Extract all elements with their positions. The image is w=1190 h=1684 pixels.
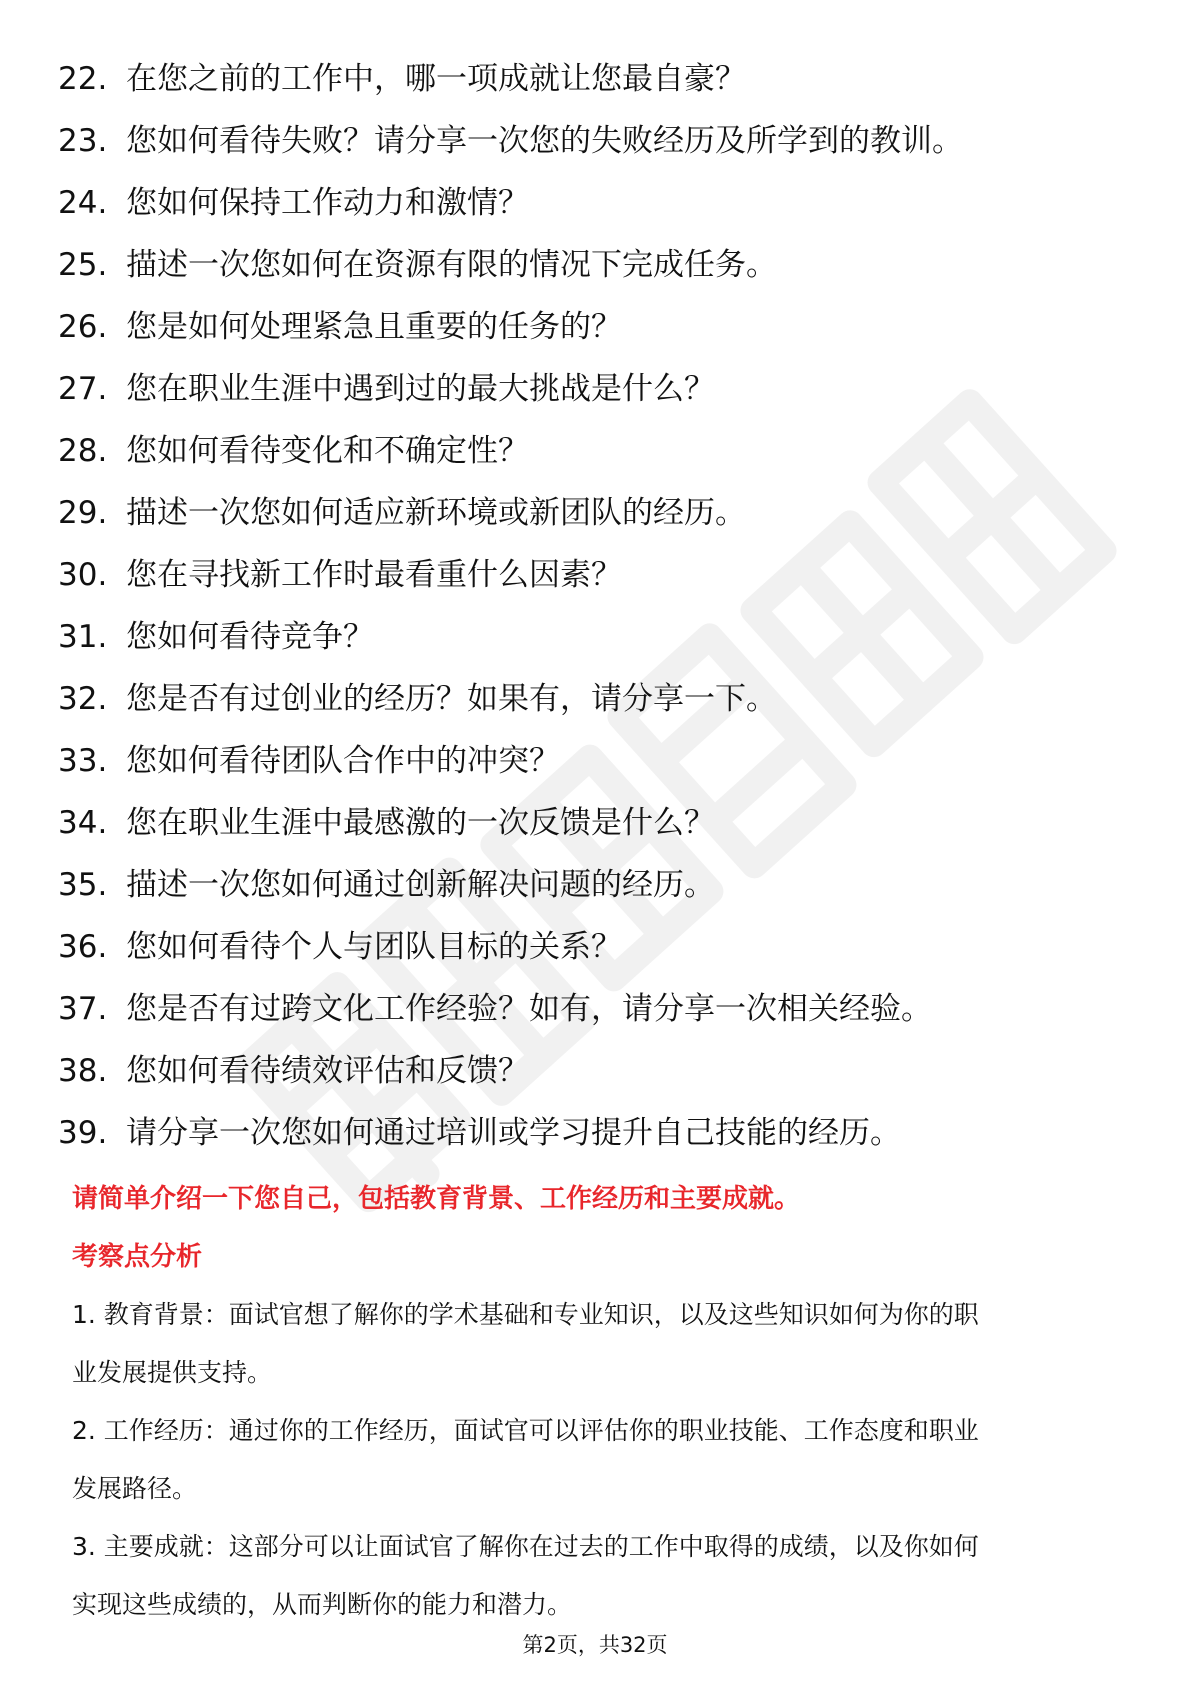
question-number: 32.	[58, 681, 108, 717]
question-item	[58, 1102, 1138, 1164]
question-text: 您在职业生涯中遇到过的最大挑战是什么？	[126, 371, 715, 407]
question-number: 24.	[58, 185, 108, 221]
question-number: 39.	[58, 1115, 108, 1151]
question-number: 30.	[58, 557, 108, 593]
question-text: 描述一次您如何通过创新解决问题的经历。	[126, 867, 715, 903]
question-number: 28.	[58, 433, 108, 469]
question-item	[58, 296, 1138, 358]
question-text: 请分享一次您如何通过培训或学习提升自己技能的经历。	[126, 1115, 901, 1151]
question-number: 33.	[58, 743, 108, 779]
analysis-point-experience	[72, 1402, 1132, 1518]
question-number: 34.	[58, 805, 108, 841]
question-item	[58, 1040, 1138, 1102]
question-text: 在您之前的工作中，哪一项成就让您最自豪？	[126, 61, 746, 97]
question-text: 您如何看待失败？请分享一次您的失败经历及所学到的教训。	[126, 123, 963, 159]
analysis-point-line: 3. 主要成就：这部分可以让面试官了解你在过去的工作中取得的成绩，以及你如何	[72, 1532, 979, 1561]
analysis-title: 考察点分析	[72, 1242, 203, 1272]
question-number: 35.	[58, 867, 108, 903]
analysis-point-line: 2. 工作经历：通过你的工作经历，面试官可以评估你的职业技能、工作态度和职业	[72, 1416, 979, 1445]
question-item	[58, 668, 1138, 730]
question-item	[58, 172, 1138, 234]
question-text: 您如何看待变化和不确定性？	[126, 433, 529, 469]
analysis-point-line: 业发展提供支持。	[72, 1358, 273, 1387]
question-item	[58, 482, 1138, 544]
question-item	[58, 854, 1138, 916]
analysis-point-line: 1. 教育背景：面试官想了解你的学术基础和专业知识，以及这些知识如何为你的职	[72, 1300, 979, 1329]
question-text: 您在职业生涯中最感激的一次反馈是什么？	[126, 805, 715, 841]
question-number: 31.	[58, 619, 108, 655]
question-item	[58, 792, 1138, 854]
question-item	[58, 110, 1138, 172]
question-text: 描述一次您如何在资源有限的情况下完成任务。	[126, 247, 777, 283]
question-text: 您如何保持工作动力和激情？	[126, 185, 529, 221]
question-item	[58, 606, 1138, 668]
question-item	[58, 234, 1138, 296]
page-number: 第2页，共32页	[522, 1633, 668, 1657]
analysis-point-line: 发展路径。	[72, 1474, 198, 1503]
question-text: 您是否有过跨文化工作经验？如有，请分享一次相关经验。	[126, 991, 932, 1027]
question-number: 36.	[58, 929, 108, 965]
question-number: 23.	[58, 123, 108, 159]
analysis-point-education	[72, 1286, 1132, 1402]
question-text: 您如何看待团队合作中的冲突？	[126, 743, 560, 779]
question-number: 37.	[58, 991, 108, 1027]
answer-section	[72, 1170, 1132, 1634]
question-item	[58, 358, 1138, 420]
question-number: 22.	[58, 61, 108, 97]
question-number: 29.	[58, 495, 108, 531]
analysis-point-line: 实现这些成绩的，从而判断你的能力和潜力。	[72, 1590, 573, 1619]
question-item	[58, 48, 1138, 110]
question-number: 25.	[58, 247, 108, 283]
question-text: 您如何看待竞争？	[126, 619, 374, 655]
question-text: 您在寻找新工作时最看重什么因素？	[126, 557, 622, 593]
question-number: 38.	[58, 1053, 108, 1089]
question-text: 描述一次您如何适应新环境或新团队的经历。	[126, 495, 746, 531]
question-item	[58, 730, 1138, 792]
question-text: 您如何看待绩效评估和反馈？	[126, 1053, 529, 1089]
question-number: 26.	[58, 309, 108, 345]
question-list	[58, 48, 1138, 1164]
question-text: 您是否有过创业的经历？如果有，请分享一下。	[126, 681, 777, 717]
question-item	[58, 916, 1138, 978]
question-heading: 请简单介绍一下您自己，包括教育背景、工作经历和主要成就。	[72, 1184, 801, 1214]
question-item	[58, 978, 1138, 1040]
question-text: 您是如何处理紧急且重要的任务的？	[126, 309, 622, 345]
question-number: 27.	[58, 371, 108, 407]
question-item	[58, 420, 1138, 482]
question-text: 您如何看待个人与团队目标的关系？	[126, 929, 622, 965]
analysis-point-achievements	[72, 1518, 1132, 1634]
question-item	[58, 544, 1138, 606]
